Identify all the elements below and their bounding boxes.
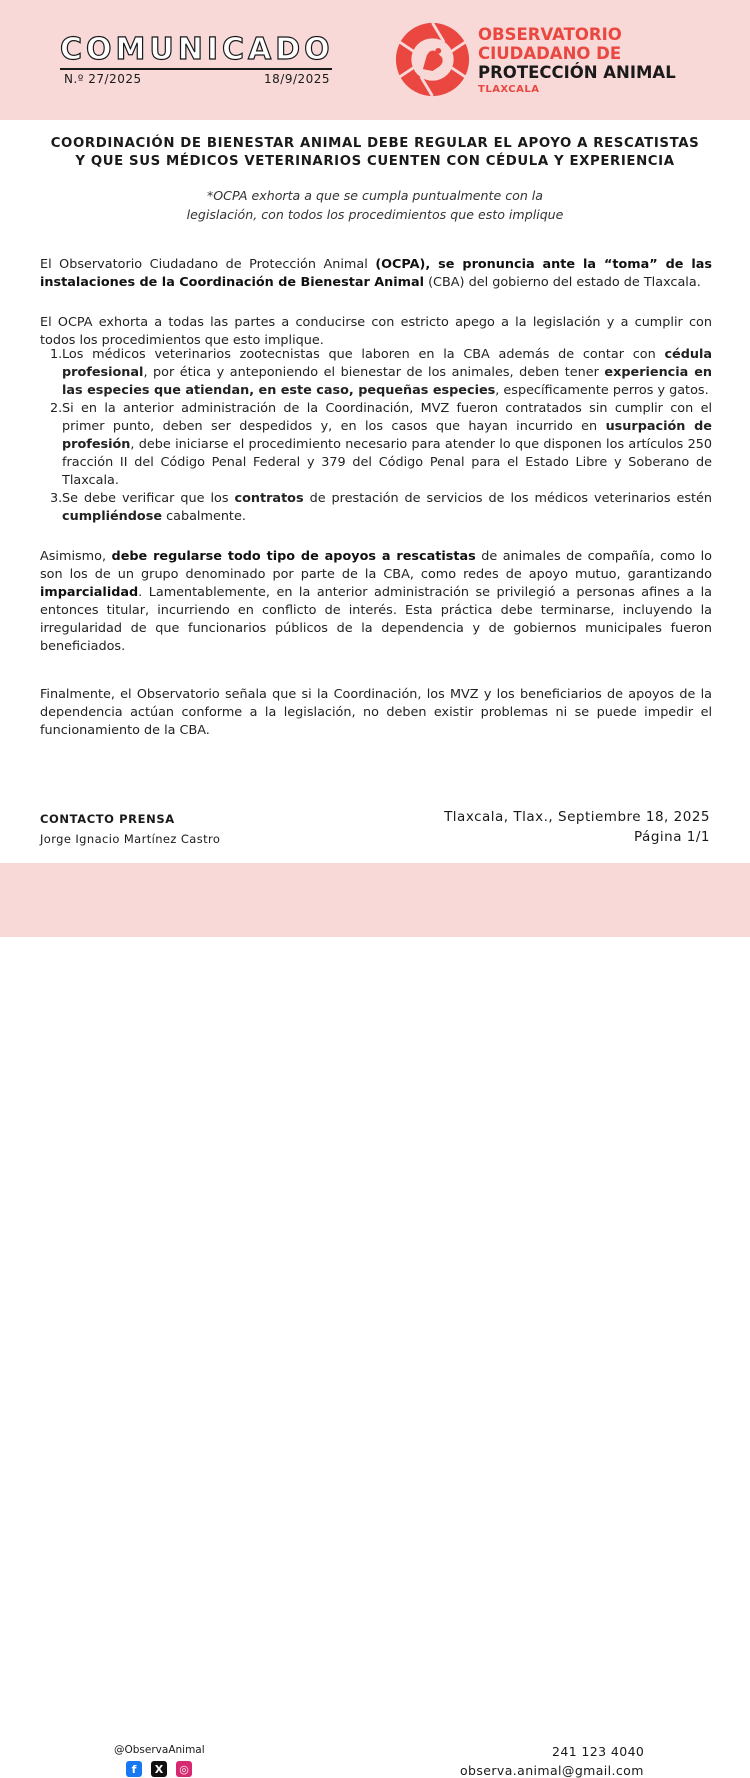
- list-number: 2.: [50, 401, 63, 416]
- social-handle: @ObservaAnimal: [114, 1744, 205, 1756]
- item1-text: Los médicos veterinarios zootecnistas que laboren en la CBA además de contar con: [62, 347, 665, 362]
- item3-text3: cabalmente.: [162, 509, 246, 524]
- instagram-icon[interactable]: ◎: [176, 1761, 192, 1777]
- demands-list: [40, 346, 712, 526]
- p3-bold2: imparcialidad: [40, 585, 139, 600]
- item2-bold: usurpación de profesión: [62, 419, 712, 452]
- p1-text-end: (CBA) del gobierno del estado de Tlaxcala.: [424, 275, 701, 290]
- contact-phone: 241 123 4040: [552, 1744, 645, 1759]
- headline-line1: COORDINACIÓN DE BIENESTAR ANIMAL DEBE REGULAR EL APOYO A RESCATISTAS: [50, 136, 700, 151]
- communique-number: N.º 27/2025: [64, 72, 142, 86]
- subheadline-line1: *OCPA exhorta a que se cumpla puntualmente con la: [206, 188, 544, 203]
- list-number: 1.: [50, 347, 63, 362]
- communique-date: 18/9/2025: [264, 72, 331, 86]
- org-name-observatorio: OBSERVATORIO: [478, 25, 622, 44]
- press-contact-title: CONTACTO PRENSA: [40, 812, 175, 826]
- facebook-icon[interactable]: f: [126, 1761, 142, 1777]
- org-location: TLAXCALA: [478, 84, 540, 95]
- item1-bold: cédula profesional: [62, 347, 712, 380]
- header-band: [0, 0, 750, 120]
- title-underline: [60, 68, 332, 70]
- item3-bold: contratos: [234, 491, 304, 506]
- paragraph-final: Finalmente, el Observatorio señala que si la Coordinación, los MVZ y los beneficiarios de apoyos de la dependencia actúan conforme a la legislación, no deben existir problemas ni se puede impedir el funcionamiento de la CBA.: [40, 687, 712, 738]
- contact-email[interactable]: observa.animal@gmail.com: [460, 1763, 644, 1778]
- item2-text: Si en la anterior administración de la Coordinación, MVZ fueron contratados sin cumplir con el primer punto, deben ser despedidos y, en los casos que hayan incurrido en: [62, 401, 712, 434]
- org-name-ciudadano: CIUDADANO DE: [478, 44, 622, 63]
- list-item: [40, 400, 712, 490]
- p3-text: Asimismo,: [40, 549, 112, 564]
- place-date: Tlaxcala, Tlax., Septiembre 18, 2025: [444, 809, 710, 825]
- item1-text2: , por ética y anteponiendo el bienestar de los animales, deben tener: [143, 365, 605, 380]
- headline: [20, 135, 730, 171]
- social-icons: [126, 1761, 192, 1777]
- paragraph-intro: [40, 256, 712, 292]
- paragraph-rescuers: [40, 548, 712, 656]
- org-name-line1: [478, 25, 622, 63]
- subheadline-line2: legislación, con todos los procedimientos que esto implique: [186, 207, 564, 222]
- item3-bold2: cumpliéndose: [62, 509, 163, 524]
- p3-bold: debe regularse todo tipo de apoyos a rescatistas: [111, 549, 476, 564]
- item2-text2: , debe iniciarse el procedimiento necesario para atender lo que disponen los artículos 250 fracción II del Código Penal Federal y 379 del Código Penal para el Estado Libre y Soberano de Tlaxcala.: [62, 437, 712, 488]
- list-number: 3.: [50, 491, 63, 506]
- page-number: Página 1/1: [634, 829, 710, 845]
- p1-bold: (OCPA), se pronuncia ante la “toma” de las instalaciones de la Coordinación de Bienestar Animal: [40, 257, 712, 290]
- headline-line2: Y QUE SUS MÉDICOS VETERINARIOS CUENTEN CON CÉDULA Y EXPERIENCIA: [75, 154, 675, 169]
- x-twitter-icon[interactable]: X: [151, 1761, 167, 1777]
- p1-text: El Observatorio Ciudadano de Protección Animal: [40, 257, 376, 272]
- item3-text: Se debe verificar que los: [62, 491, 235, 506]
- p3-text3: . Lamentablemente, en la anterior administración se privilegió a personas afines a la entonces titular, incurriendo en conflicto de interés. Esta práctica debe terminarse, incluyendo la irregularidad de que funcionarios públicos de la dependencia y de gobiernos municipales fueron beneficiados.: [40, 585, 712, 654]
- paragraph-exhort: El OCPA exhorta a todas las partes a conducirse con estricto apego a la legislación y a cumplir con todos los procedimientos que esto implique.: [40, 315, 712, 348]
- subheadline: [120, 186, 630, 224]
- document-title: COMUNICADO: [60, 32, 334, 67]
- camera-aperture-logo-icon: [394, 21, 471, 98]
- footer-band: [0, 863, 750, 1778]
- list-item: [40, 490, 712, 526]
- press-contact-name: Jorge Ignacio Martínez Castro: [40, 832, 221, 846]
- list-item: [40, 346, 712, 400]
- item3-text2: de prestación de servicios de los médicos veterinarios estén: [303, 491, 713, 506]
- p3-text2: de animales de compañía, como lo son los de un grupo denominado por parte de la CBA, como redes de apoyo mutuo, garantizando: [40, 549, 712, 582]
- item1-text3: , específicamente perros y gatos.: [495, 383, 709, 398]
- item1-bold2: experiencia en las especies que atiendan, en este caso, pequeñas especies: [62, 365, 712, 398]
- org-name-line3: PROTECCIÓN ANIMAL: [478, 63, 676, 82]
